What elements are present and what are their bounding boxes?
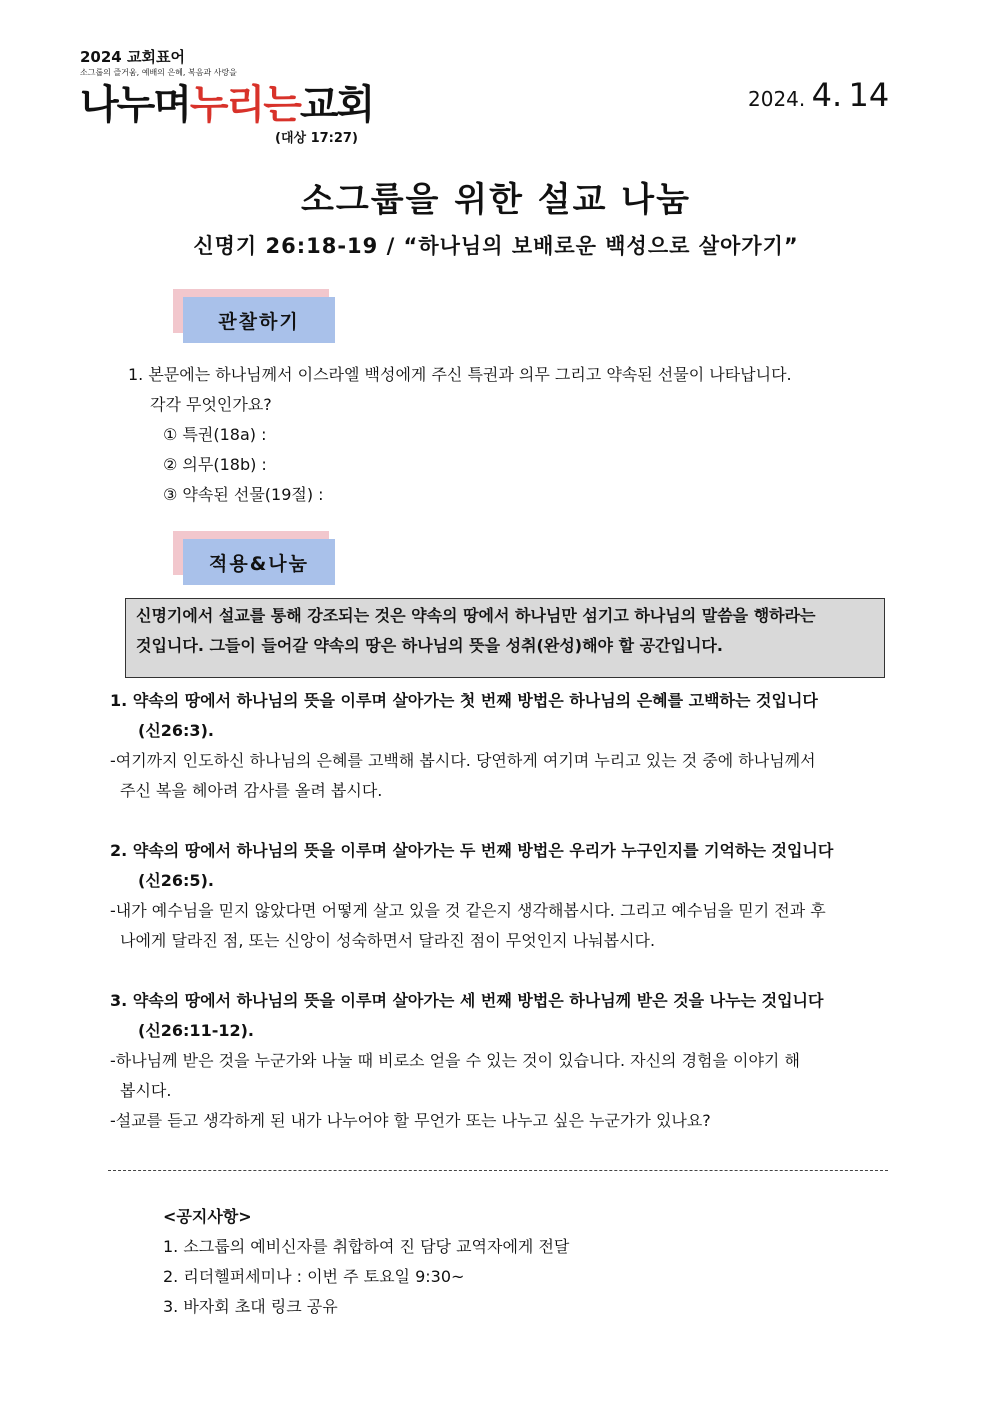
summary-line-1: 신명기에서 설교를 통해 강조되는 것은 약속의 땅에서 하나님만 섬기고 하나님의 말씀을 행하라는 bbox=[136, 606, 816, 625]
observe-item: ③ 약속된 선물(19절) : bbox=[163, 485, 324, 504]
point-3-body-line-1: -하나님께 받은 것을 누군가와 나눌 때 비로소 얻을 수 있는 것이 있습니다. 자신의 경험을 이야기 해 bbox=[110, 1051, 800, 1070]
point-3-title-line-2: (신26:11-12). bbox=[138, 1021, 254, 1040]
point-1-body-line-2: 주신 복을 헤아려 감사를 올려 봅시다. bbox=[120, 781, 383, 800]
page-title: 소그룹을 위한 설교 나눔 bbox=[301, 180, 691, 220]
church-motto bbox=[80, 48, 380, 146]
point-3-body-line-3: -설교를 듣고 생각하게 된 내가 나누어야 할 무언가 또는 나누고 싶은 누군가가 있나요? bbox=[110, 1111, 711, 1130]
motto-part-3: 교회 bbox=[299, 81, 374, 128]
observe-question-line-2: 각각 무엇인가요? bbox=[150, 395, 272, 414]
motto-year: 2024 교회표어 bbox=[80, 48, 185, 66]
date-year: 2024. bbox=[748, 87, 806, 111]
motto-subtitle: 소그룹의 즐거움, 예배의 은혜, 복음과 사랑을 bbox=[80, 68, 237, 77]
observe-item: ② 의무(18b) : bbox=[163, 455, 267, 474]
apply-heading-box bbox=[183, 539, 335, 585]
observe-heading: 관찰하기 bbox=[183, 297, 335, 343]
point-1-body-line-1: -여기까지 인도하신 하나님의 은혜를 고백해 봅시다. 당연하게 여기며 누리고 있는 것 중에 하나님께서 bbox=[110, 751, 816, 770]
observe-question-line-1: 1. 본문에는 하나님께서 이스라엘 백성에게 주신 특권과 의무 그리고 약속된 선물이 나타납니다. bbox=[128, 365, 792, 384]
point-1-title-line-1: 1. 약속의 땅에서 하나님의 뜻을 이루며 살아가는 첫 번째 방법은 하나님의 은혜를 고백하는 것입니다 bbox=[110, 691, 818, 710]
page-subtitle: 신명기 26:18-19 / “하나님의 보배로운 백성으로 살아가기” bbox=[193, 234, 799, 258]
date-day: 14 bbox=[848, 76, 890, 114]
notice-item: 3. 바자회 초대 링크 공유 bbox=[163, 1297, 338, 1316]
summary-box bbox=[125, 598, 885, 678]
section-divider bbox=[108, 1170, 888, 1171]
apply-heading: 적용&나눔 bbox=[183, 539, 335, 585]
date-month: 4. bbox=[811, 76, 843, 114]
observe-item: ① 특권(18a) : bbox=[163, 425, 267, 444]
notice-item: 1. 소그룹의 예비신자를 취합하여 진 담당 교역자에게 전달 bbox=[163, 1237, 570, 1256]
motto-logo bbox=[80, 81, 380, 129]
motto-part-1: 나누며 bbox=[80, 81, 190, 128]
notice-heading: <공지사항> bbox=[163, 1207, 252, 1226]
point-3-body-line-2: 봅시다. bbox=[120, 1081, 172, 1100]
point-3-title-line-1: 3. 약속의 땅에서 하나님의 뜻을 이루며 살아가는 세 번째 방법은 하나님께 받은 것을 나누는 것입니다 bbox=[110, 991, 824, 1010]
point-2-title-line-2: (신26:5). bbox=[138, 871, 214, 890]
observe-heading-box bbox=[183, 297, 335, 343]
point-2-body-line-2: 나에게 달라진 점, 또는 신앙이 성숙하면서 달라진 점이 무엇인지 나눠봅시다. bbox=[120, 931, 656, 950]
motto-part-2: 누리는 bbox=[189, 81, 300, 128]
point-2-title-line-1: 2. 약속의 땅에서 하나님의 뜻을 이루며 살아가는 두 번째 방법은 우리가 누구인지를 기억하는 것입니다 bbox=[110, 841, 834, 860]
summary-line-2: 것입니다. 그들이 들어갈 약속의 땅은 하나님의 뜻을 성취(완성)해야 할 공간입니다. bbox=[136, 636, 723, 655]
point-2-body-line-1: -내가 예수님을 믿지 않았다면 어떻게 살고 있을 것 같은지 생각해봅시다. 그리고 예수님을 믿기 전과 후 bbox=[110, 901, 826, 920]
notice-item: 2. 리더헬퍼세미나 : 이번 주 토요일 9:30~ bbox=[163, 1267, 465, 1286]
motto-reference: (대상 17:27) bbox=[275, 131, 358, 146]
document-date bbox=[748, 76, 889, 114]
point-1-title-line-2: (신26:3). bbox=[138, 721, 214, 740]
